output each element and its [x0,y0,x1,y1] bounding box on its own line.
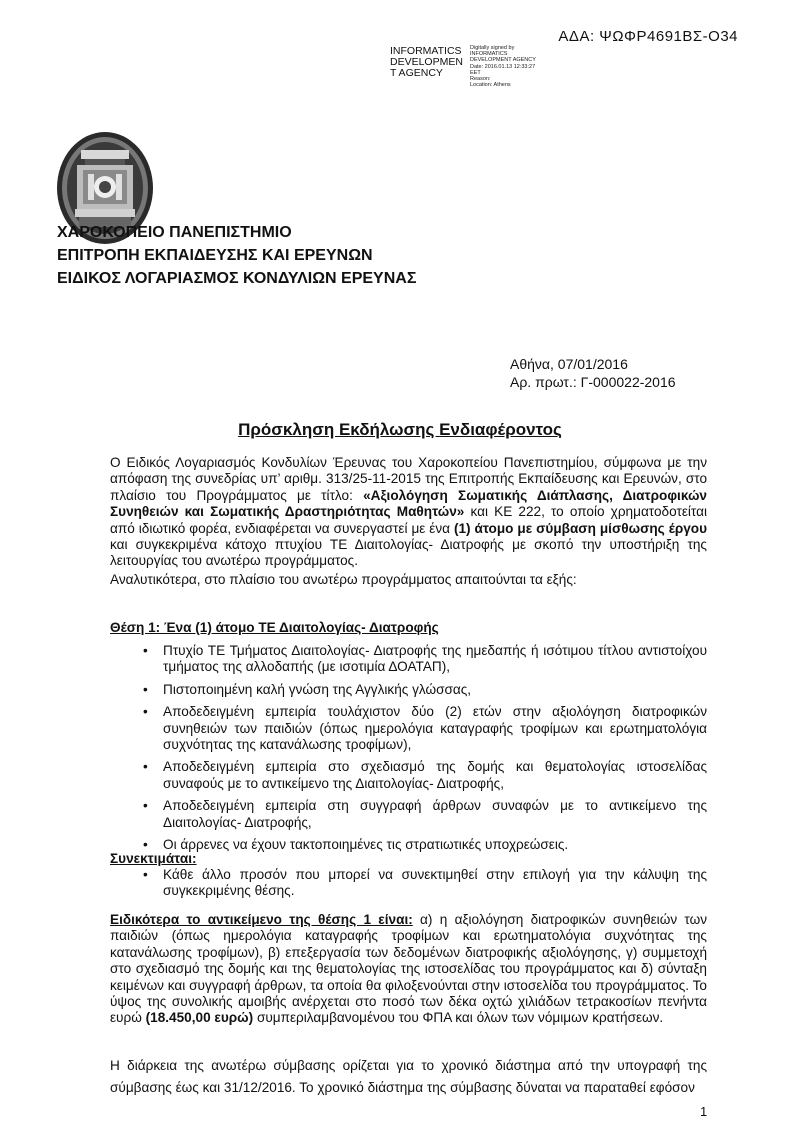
digital-signature-details [470,45,580,88]
document-date: Αθήνα, 07/01/2016 [510,356,628,372]
signature-line: Digitally signed by [470,45,515,51]
bullet-icon: • [143,643,148,658]
requirement-text: Αποδεδειγμένη εμπειρία τουλάχιστον δύο (2) ετών στην αξιολόγηση διατροφικών συνηθειών των παιδιών (όπως ημερολόγια καταγραφής τροφίμων και ερωτηματολόγια συχνότητας της κατανάλωσης τροφίμων), [163,704,707,753]
scope-heading: Ειδικότερα το αντικείμενο της θέσης 1 είναι: [110,912,413,927]
considered-list [110,867,707,906]
date-block [510,355,676,391]
intro-paragraph [110,455,707,570]
account-name: ΕΙΔΙΚΟΣ ΛΟΓΑΡΙΑΣΜΟΣ ΚΟΝΔΥΛΙΩΝ ΕΡΕΥΝΑΣ [57,270,417,287]
requirement-text: Πιστοποιημένη καλή γνώση της Αγγλικής γλώσσας, [163,681,472,697]
considered-heading [110,851,707,867]
position-heading [110,620,707,636]
signer-name: INFORMATICS DEVELOPMEN T AGENCY [390,45,463,79]
requirement-text: Αποδεδειγμένη εμπειρία στο σχεδιασμό της δομής και θεματολογίας ιστοσελίδας συναφούς με το αντικείμενο της Διαιτολογίας- Διατροφής, [163,759,707,791]
bullet-icon: • [143,798,148,814]
intro-text: και ΚΕ 222, το οποίο χρηματοδοτείται από ιδιωτικό φορέα, ενδιαφέρεται να συνεργαστεί με ένα [110,504,707,536]
list-item [110,867,707,900]
requirement-text: Αποδεδειγμένη εμπειρία στη συγγραφή άρθρων συναφών με το αντικείμενο της Διαιτολογίας- Διατροφής, [163,798,707,830]
duration-paragraph: Η διάρκεια της ανωτέρω σύμβασης ορίζεται για το χρονικό διάστημα από την υπογραφή της σύμβασης έως και 31/12/2016. Το χρονικό διάστημα της σύμβασης δύναται να παραταθεί εφόσον [110,1058,707,1095]
list-item [110,643,707,676]
intro-text: και συγκεκριμένα κάτοχο πτυχίου ΤΕ Διαιτολογίας- Διατροφής με σκοπό την υποστήριξη της λειτουργίας του ανωτέρω προγράμματος. [110,537,707,569]
intro-text: Ο Ειδικός Λογαριασμός Κονδυλίων Έρευνας του Χαροκοπείου Πανεπιστημίου, σύμφωνα με την απόφαση της συνεδρίας υπ’ αριθμ. 313/25-11-2015 της Επιτροπής Εκπαίδευσης και Ερευνών, στο πλαίσιο του Προγράμματος με τίτλο: [110,455,707,503]
protocol-number: Αρ. πρωτ.: Γ-000022-2016 [510,374,676,390]
bullet-icon: • [143,681,148,697]
fee-amount: (18.450,00 ευρώ) [145,1010,254,1026]
scope-paragraph [110,912,707,1027]
requirement-text: Πτυχίο ΤΕ Τμήματος Διαιτολογίας- Διατροφής της ημεδαπής ή ισότιμου τίτλου αντιστοίχου τμήματος της αλλοδαπής (με ισοτιμία ΔΟΑΤΑΠ), [163,643,707,675]
signature-line: Location: Athens [470,82,511,89]
ada-code: ΑΔΑ: ΨΩΦΡ4691ΒΣ-Ο34 [558,28,738,45]
list-item [110,798,707,831]
signature-line: INFORMATICS [470,51,508,58]
position-heading-text: Θέση 1: Ένα (1) άτομο ΤΕ Διαιτολογίας- Διατροφής [110,620,439,635]
signature-line: DEVELOPMENT AGENCY [470,57,536,64]
bullet-icon: • [143,837,148,853]
committee-name: ΕΠΙΤΡΟΠΗ ΕΚΠΑΙΔΕΥΣΗΣ ΚΑΙ ΕΡΕΥΝΩΝ [57,247,373,264]
list-item [110,704,707,753]
program-title: «Αξιολόγηση Σωματικής Διάπλασης, Διατροφικών Συνηθειών και Σωματικής Δραστηριότητας Μαθητών» [110,487,707,520]
considered-heading-text: Συνεκτιμάται: [110,851,197,866]
list-item [110,759,707,792]
institution-block [57,221,416,290]
intro2-paragraph: Αναλυτικότερα, στο πλαίσιο του ανωτέρω προγράμματος απαιτούνται τα εξής: [110,572,577,587]
signature-line: Date: 2016.01.13 12:33:27 [470,63,536,70]
page-number: 1 [700,1104,708,1119]
institution-name: ΧΑΡΟΚΟΠΕΙΟ ΠΑΝΕΠΙΣΤΗΜΙΟ [57,224,292,241]
signature-line: EET [470,69,481,76]
requirement-text: Οι άρρενες να έχουν τακτοποιημένες τις στρατιωτικές υποχρεώσεις. [163,837,569,853]
considered-text: Κάθε άλλο προσόν που μπορεί να συνεκτιμηθεί στην επιλογή για την κάλυψη της συγκεκριμένης θέσης. [163,867,707,899]
bullet-icon: • [143,759,148,775]
list-item [110,682,707,698]
contract-type: (1) άτομο με σύμβαση μίσθωσης έργου [453,520,708,536]
requirements-list [110,643,707,859]
document-title: Πρόσκληση Εκδήλωσης Ενδιαφέροντος [238,420,562,439]
signature-line: Reason: [470,76,491,83]
bullet-icon: • [143,704,148,720]
scope-text: συμπεριλαμβανομένου του ΦΠΑ και όλων των νόμιμων κρατήσεων. [253,1010,664,1026]
scope-text: α) η αξιολόγηση διατροφικών συνηθειών των παιδιών (όπως ημερολόγια καταγραφής τροφίμων και ερωτηματολόγια συχνότητας της κατανάλωσης τροφίμων), β) επεξεργασία των δεδομένων διατροφικής αξιολόγησης, γ) συμμετοχή στο σχεδιασμό της δομής και της θεματολογίας της ιστοσελίδας του προγράμματος και δ) σύνταξη κειμένων και συγγραφή άρθρων, τα οποία θα φιλοξενούνται στην ιστοσελίδα του προγράμματος. Το ύψος της συνολικής αμοιβής ανέρχεται στο ποσό των δέκα οχτώ χιλιάδων τετρακοσίων πενήντα ευρώ [110,912,707,1026]
bullet-icon: • [143,867,148,882]
